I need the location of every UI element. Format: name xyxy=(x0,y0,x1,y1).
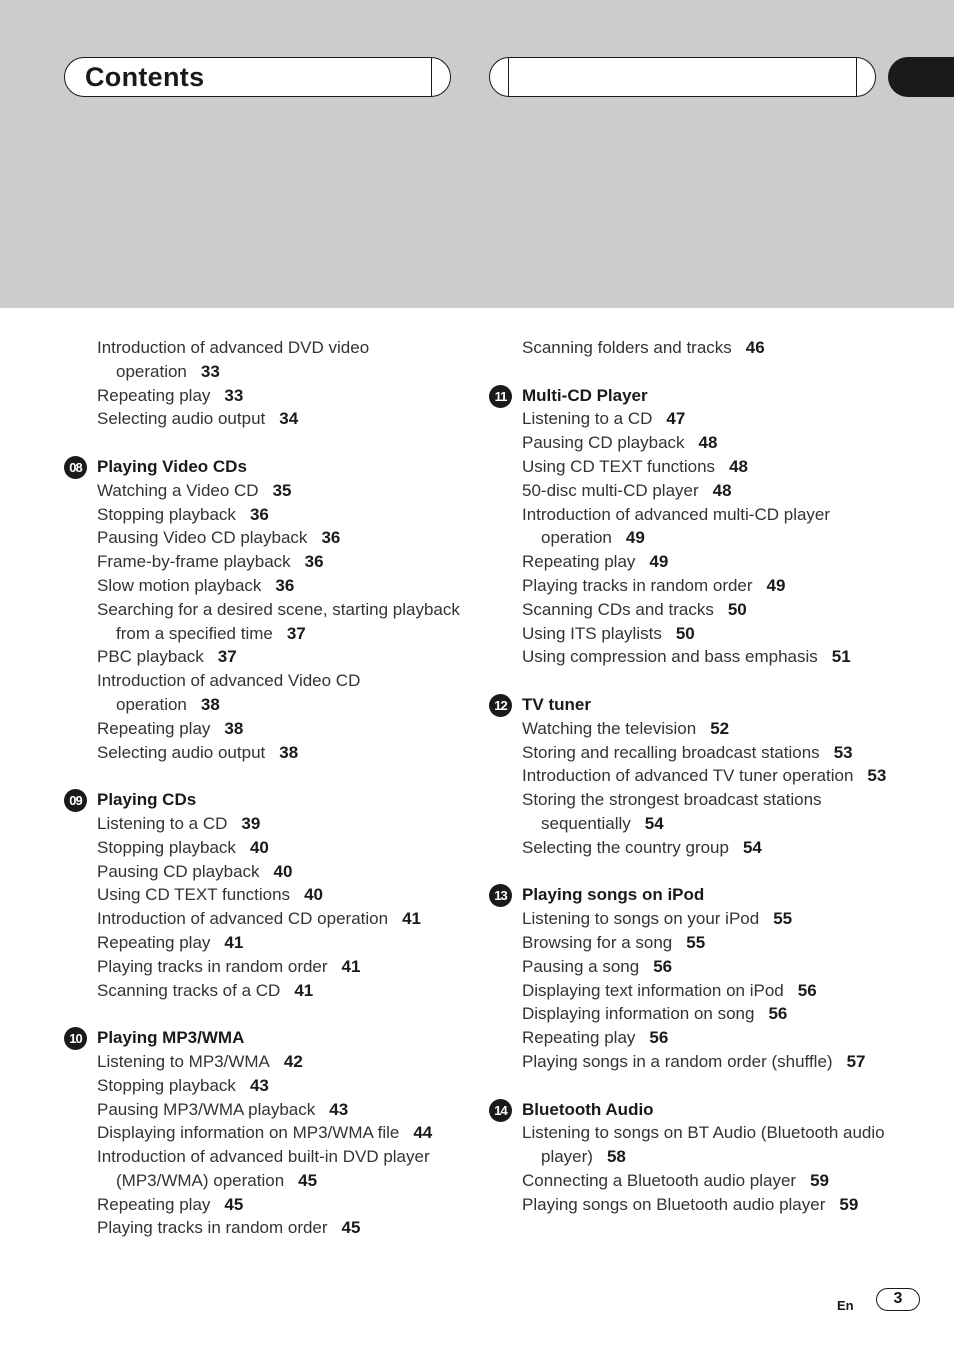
toc-entry-text: Pausing CD playback xyxy=(97,861,260,881)
header-band xyxy=(0,0,954,308)
toc-entry-list xyxy=(489,407,889,669)
section-number-badge: 12 xyxy=(489,694,512,717)
toc-entry-page: 33 xyxy=(224,385,244,405)
toc-entry[interactable] xyxy=(97,645,464,669)
toc-entry[interactable] xyxy=(97,503,464,527)
toc-entry-page: 56 xyxy=(797,980,817,1000)
section-title: Playing MP3/WMA xyxy=(97,1028,245,1048)
toc-entry-page: 58 xyxy=(606,1147,626,1167)
toc-entry[interactable] xyxy=(97,336,464,384)
toc-entry-text: Playing tracks in random order xyxy=(97,1218,328,1238)
toc-entry-text: Using CD TEXT functions xyxy=(97,885,291,905)
toc-entry-text: Pausing Video CD playback xyxy=(97,528,308,548)
title-box xyxy=(64,57,451,97)
toc-entry-page: 37 xyxy=(217,647,237,667)
toc-entry-page: 54 xyxy=(644,813,664,833)
toc-entry[interactable] xyxy=(522,1169,889,1193)
section-number-badge: 10 xyxy=(64,1027,87,1050)
toc-entry-page: 38 xyxy=(279,742,299,762)
toc-entry-text: Pausing MP3/WMA playback xyxy=(97,1099,316,1119)
toc-entry-page: 36 xyxy=(304,552,324,572)
toc-entry-text: Browsing for a song xyxy=(522,932,673,952)
toc-entry-list xyxy=(64,479,464,765)
section-heading[interactable] xyxy=(64,455,464,479)
toc-entry-text: Listening to songs on your iPod xyxy=(522,909,760,929)
toc-entry[interactable] xyxy=(97,907,464,931)
toc-entry[interactable] xyxy=(522,455,889,479)
toc-section-10 xyxy=(64,1026,464,1240)
toc-entry-text: Repeating play xyxy=(97,385,211,405)
toc-entry-page: 45 xyxy=(224,1194,244,1214)
toc-entry[interactable] xyxy=(97,1121,464,1145)
toc-entry[interactable] xyxy=(97,526,464,550)
toc-entry-text: Playing songs in a random order (shuffle) xyxy=(522,1051,833,1071)
toc-section-11 xyxy=(489,384,889,670)
toc-entry-text: Storing and recalling broadcast stations xyxy=(522,742,820,762)
toc-entry-list xyxy=(64,812,464,1002)
toc-entry[interactable] xyxy=(522,503,889,551)
toc-entry-page: 49 xyxy=(649,552,669,572)
toc-entry[interactable] xyxy=(522,979,889,1003)
toc-entry-page: 52 xyxy=(710,718,730,738)
toc-entry-page: 41 xyxy=(402,909,421,929)
toc-entry[interactable] xyxy=(97,860,464,884)
toc-entry-page: 36 xyxy=(275,575,295,595)
toc-entry-text: Stopping playback xyxy=(97,504,236,524)
toc-entry[interactable] xyxy=(97,574,464,598)
toc-continued-block xyxy=(64,336,464,431)
toc-entry[interactable] xyxy=(522,764,889,788)
toc-entry-text: Repeating play xyxy=(97,718,211,738)
toc-entry-text: Introduction of advanced DVD video operation xyxy=(97,338,370,381)
toc-section-14 xyxy=(489,1098,889,1217)
toc-entry-list xyxy=(64,1050,464,1240)
toc-entry[interactable] xyxy=(97,1050,464,1074)
title-box-divider-left xyxy=(508,58,509,96)
section-title: Playing Video CDs xyxy=(97,456,247,476)
toc-entry-page: 53 xyxy=(867,766,887,786)
toc-entry-page: 55 xyxy=(773,909,793,929)
toc-entry-page: 40 xyxy=(273,861,293,881)
toc-entry[interactable] xyxy=(522,741,889,765)
title-box-divider-right xyxy=(856,58,857,96)
toc-entry-page: 50 xyxy=(675,623,695,643)
toc-entry-page: 51 xyxy=(831,647,851,667)
toc-entry-text: Introduction of advanced built-in DVD player (MP3/WMA) operation xyxy=(97,1147,430,1190)
toc-entry-page: 40 xyxy=(304,885,323,905)
toc-entry[interactable] xyxy=(522,550,889,574)
toc-entry-page: 47 xyxy=(666,409,686,429)
toc-entry-list xyxy=(489,336,889,360)
toc-continued-block xyxy=(489,336,889,360)
toc-entry[interactable] xyxy=(97,955,464,979)
toc-entry-page: 44 xyxy=(413,1123,433,1143)
title-box-empty xyxy=(489,57,876,97)
section-heading[interactable] xyxy=(64,1026,464,1050)
toc-entry-text: Displaying text information on iPod xyxy=(522,980,784,1000)
toc-entry[interactable] xyxy=(97,407,464,431)
toc-entry-text: Introduction of advanced CD operation xyxy=(97,909,389,929)
page-title: Contents xyxy=(85,62,205,92)
section-title: Playing songs on iPod xyxy=(522,885,705,905)
section-number-badge: 11 xyxy=(489,385,512,408)
toc-entry-text: 50-disc multi-CD player xyxy=(522,480,699,500)
toc-entry-text: Playing tracks in random order xyxy=(522,575,753,595)
toc-entry-page: 49 xyxy=(766,575,786,595)
toc-entry[interactable] xyxy=(522,1026,889,1050)
toc-entry-page: 56 xyxy=(768,1004,788,1024)
toc-entry-text: Introduction of advanced Video CD operation xyxy=(97,671,361,714)
toc-entry-text: Frame-by-frame playback xyxy=(97,552,291,572)
toc-entry-page: 45 xyxy=(341,1218,361,1238)
toc-entry-text: PBC playback xyxy=(97,647,204,667)
toc-entry-page: 37 xyxy=(286,623,306,643)
toc-entry-text: Storing the strongest broadcast stations sequentially xyxy=(522,790,822,833)
toc-entry-page: 39 xyxy=(241,813,261,833)
toc-entry[interactable] xyxy=(522,907,889,931)
toc-entry[interactable] xyxy=(97,717,464,741)
toc-entry[interactable] xyxy=(522,931,889,955)
toc-entry-page: 36 xyxy=(249,504,269,524)
toc-entry-page: 43 xyxy=(249,1075,269,1095)
toc-entry[interactable] xyxy=(522,622,889,646)
toc-entry-text: Stopping playback xyxy=(97,1075,236,1095)
toc-entry-page: 48 xyxy=(729,456,748,476)
toc-entry-text: Pausing a song xyxy=(522,956,640,976)
toc-entry[interactable] xyxy=(522,955,889,979)
toc-entry-page: 45 xyxy=(298,1170,318,1190)
toc-section-09 xyxy=(64,788,464,1002)
section-title: Multi-CD Player xyxy=(522,385,648,405)
toc-entry-list xyxy=(64,336,464,431)
toc-entry[interactable] xyxy=(522,574,889,598)
toc-entry-text: Selecting the country group xyxy=(522,837,729,857)
toc-entry[interactable] xyxy=(522,431,889,455)
toc-entry[interactable] xyxy=(97,1098,464,1122)
section-heading[interactable] xyxy=(489,384,889,408)
toc-entry-text: Scanning folders and tracks xyxy=(522,338,732,357)
toc-entry-text: Scanning tracks of a CD xyxy=(97,980,281,1000)
toc-section-13 xyxy=(489,883,889,1073)
page-number: 3 xyxy=(876,1288,920,1311)
toc-column-left xyxy=(64,336,464,1264)
toc-entry-text: Stopping playback xyxy=(97,837,236,857)
toc-section-12 xyxy=(489,693,889,860)
toc-entry-text: Repeating play xyxy=(97,932,211,952)
toc-entry-text: Displaying information on song xyxy=(522,1004,755,1024)
section-heading[interactable] xyxy=(489,1098,889,1122)
toc-entry[interactable] xyxy=(522,836,889,860)
toc-entry-page: 54 xyxy=(742,837,762,857)
toc-entry-text: Slow motion playback xyxy=(97,575,262,595)
toc-entry[interactable] xyxy=(97,883,464,907)
toc-entry-text: Using compression and bass emphasis xyxy=(522,647,818,667)
section-tab-marker xyxy=(888,57,954,97)
toc-entry-text: Using CD TEXT functions xyxy=(522,456,716,476)
toc-entry[interactable] xyxy=(97,741,464,765)
toc-section-08 xyxy=(64,455,464,764)
toc-entry-page: 41 xyxy=(224,932,244,952)
toc-entry-text: Using ITS playlists xyxy=(522,623,662,643)
toc-entry[interactable] xyxy=(522,1193,889,1217)
toc-entry-text: Listening to MP3/WMA xyxy=(97,1051,270,1071)
toc-entry[interactable] xyxy=(97,384,464,408)
toc-entry-page: 49 xyxy=(625,528,645,548)
toc-entry-text: Selecting audio output xyxy=(97,742,266,762)
section-heading[interactable] xyxy=(64,788,464,812)
section-heading[interactable] xyxy=(489,693,889,717)
toc-entry-text: Playing songs on Bluetooth audio player xyxy=(522,1194,826,1214)
toc-entry[interactable] xyxy=(97,1074,464,1098)
toc-entry-list xyxy=(489,1121,889,1216)
section-number-badge: 08 xyxy=(64,456,87,479)
toc-entry-text: Repeating play xyxy=(522,1028,636,1048)
section-number-badge: 09 xyxy=(64,789,87,812)
toc-entry-list xyxy=(489,907,889,1074)
toc-entry[interactable] xyxy=(522,407,889,431)
toc-entry-page: 36 xyxy=(321,528,341,548)
toc-entry[interactable] xyxy=(97,1193,464,1217)
toc-entry[interactable] xyxy=(522,645,889,669)
toc-entry-page: 35 xyxy=(272,480,292,500)
toc-entry[interactable] xyxy=(97,812,464,836)
section-title: TV tuner xyxy=(522,694,591,714)
section-title: Playing CDs xyxy=(97,790,197,810)
toc-entry-page: 48 xyxy=(712,480,732,500)
toc-entry-text: Repeating play xyxy=(522,552,636,572)
section-number-badge: 14 xyxy=(489,1099,512,1122)
toc-column-right xyxy=(489,336,889,1240)
section-title: Bluetooth Audio xyxy=(522,1099,654,1119)
toc-entry[interactable] xyxy=(522,336,889,360)
toc-entry-text: Connecting a Bluetooth audio player xyxy=(522,1170,797,1190)
toc-entry-text: Scanning CDs and tracks xyxy=(522,599,714,619)
language-code: En xyxy=(837,1298,854,1313)
section-heading[interactable] xyxy=(489,883,889,907)
toc-entry-page: 40 xyxy=(249,837,269,857)
toc-entry-page: 55 xyxy=(686,932,706,952)
toc-entry-page: 38 xyxy=(224,718,244,738)
toc-entry-page: 43 xyxy=(329,1099,349,1119)
toc-entry-page: 41 xyxy=(341,956,361,976)
toc-entry[interactable] xyxy=(522,788,889,836)
toc-entry-text: Playing tracks in random order xyxy=(97,956,328,976)
toc-entry[interactable] xyxy=(97,836,464,860)
toc-entry-text: Listening to songs on BT Audio (Bluetooth audio player) xyxy=(522,1123,885,1167)
toc-entry-page: 46 xyxy=(745,338,765,357)
toc-entry-page: 34 xyxy=(279,409,299,429)
toc-entry-page: 57 xyxy=(846,1051,866,1071)
toc-entry-list xyxy=(489,717,889,860)
toc-entry[interactable] xyxy=(522,1121,889,1169)
toc-entry-text: Searching for a desired scene, starting playback from a specified time xyxy=(97,599,460,643)
toc-entry-page: 48 xyxy=(698,433,718,453)
toc-entry[interactable] xyxy=(522,479,889,503)
toc-entry-text: Selecting audio output xyxy=(97,409,266,429)
toc-entry-page: 56 xyxy=(649,1028,669,1048)
toc-entry-page: 59 xyxy=(839,1194,859,1214)
toc-entry[interactable] xyxy=(97,1145,464,1193)
toc-entry[interactable] xyxy=(97,931,464,955)
toc-entry-text: Displaying information on MP3/WMA file xyxy=(97,1123,400,1143)
toc-entry[interactable] xyxy=(522,1050,889,1074)
toc-entry[interactable] xyxy=(522,717,889,741)
toc-entry-page: 41 xyxy=(294,980,314,1000)
toc-entry-text: Repeating play xyxy=(97,1194,211,1214)
toc-entry-page: 59 xyxy=(810,1170,830,1190)
toc-entry[interactable] xyxy=(522,598,889,622)
toc-entry-text: Watching a Video CD xyxy=(97,480,259,500)
toc-entry-text: Watching the television xyxy=(522,718,697,738)
toc-entry-page: 33 xyxy=(200,361,220,381)
title-box-divider xyxy=(431,58,432,96)
toc-entry-text: Listening to a CD xyxy=(522,409,653,429)
toc-entry[interactable] xyxy=(97,479,464,503)
toc-entry-page: 42 xyxy=(283,1051,303,1071)
toc-entry-text: Pausing CD playback xyxy=(522,433,685,453)
toc-entry-page: 38 xyxy=(200,694,220,714)
toc-entry[interactable] xyxy=(97,979,464,1003)
toc-entry-text: Listening to a CD xyxy=(97,813,228,833)
section-number-badge: 13 xyxy=(489,884,512,907)
toc-entry[interactable] xyxy=(97,598,464,646)
toc-entry-page: 53 xyxy=(833,742,853,762)
toc-entry-text: Introduction of advanced multi-CD player operation xyxy=(522,504,831,548)
toc-entry-page: 56 xyxy=(653,956,673,976)
toc-entry[interactable] xyxy=(522,1002,889,1026)
toc-entry-text: Introduction of advanced TV tuner operation xyxy=(522,766,854,786)
toc-entry[interactable] xyxy=(97,550,464,574)
toc-entry-page: 50 xyxy=(727,599,747,619)
toc-entry[interactable] xyxy=(97,1216,464,1240)
toc-entry[interactable] xyxy=(97,669,464,717)
